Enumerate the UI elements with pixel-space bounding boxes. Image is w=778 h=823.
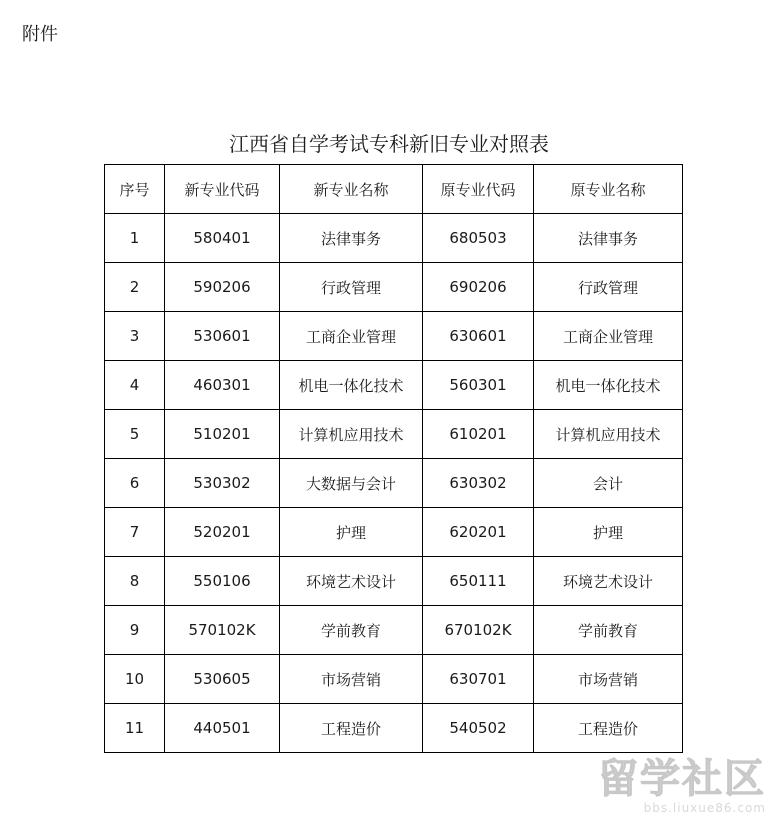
table-cell: 工程造价 <box>280 704 423 753</box>
table-cell: 570102K <box>165 606 280 655</box>
table-cell: 10 <box>105 655 165 704</box>
table-cell: 行政管理 <box>280 263 423 312</box>
table-cell: 530302 <box>165 459 280 508</box>
table-cell: 市场营销 <box>534 655 683 704</box>
table-cell: 计算机应用技术 <box>280 410 423 459</box>
column-header: 原专业名称 <box>534 165 683 214</box>
watermark-logo: 留学社区 <box>598 756 766 802</box>
table-row <box>105 263 683 312</box>
table-cell: 11 <box>105 704 165 753</box>
table-cell: 4 <box>105 361 165 410</box>
column-header: 序号 <box>105 165 165 214</box>
table-cell: 2 <box>105 263 165 312</box>
table-cell: 540502 <box>423 704 534 753</box>
table-cell: 670102K <box>423 606 534 655</box>
table-cell: 学前教育 <box>534 606 683 655</box>
table-cell: 法律事务 <box>534 214 683 263</box>
table-cell: 590206 <box>165 263 280 312</box>
table-cell: 630601 <box>423 312 534 361</box>
table-cell: 6 <box>105 459 165 508</box>
table-cell: 460301 <box>165 361 280 410</box>
table-cell: 机电一体化技术 <box>534 361 683 410</box>
major-mapping-table <box>104 164 683 753</box>
table-cell: 7 <box>105 508 165 557</box>
table-cell: 护理 <box>534 508 683 557</box>
column-header: 新专业代码 <box>165 165 280 214</box>
table-cell: 440501 <box>165 704 280 753</box>
table-cell: 620201 <box>423 508 534 557</box>
table-cell: 工程造价 <box>534 704 683 753</box>
table-cell: 3 <box>105 312 165 361</box>
table-cell: 工商企业管理 <box>534 312 683 361</box>
table-cell: 510201 <box>165 410 280 459</box>
table-cell: 护理 <box>280 508 423 557</box>
table-cell: 630701 <box>423 655 534 704</box>
watermark-url: bbs.liuxue86.com <box>643 801 766 815</box>
table-row <box>105 606 683 655</box>
table-cell: 550106 <box>165 557 280 606</box>
table-cell: 650111 <box>423 557 534 606</box>
table-cell: 580401 <box>165 214 280 263</box>
watermark <box>598 757 766 815</box>
table-cell: 8 <box>105 557 165 606</box>
table-cell: 690206 <box>423 263 534 312</box>
table-header-row <box>105 165 683 214</box>
column-header: 原专业代码 <box>423 165 534 214</box>
table-cell: 630302 <box>423 459 534 508</box>
table-cell: 行政管理 <box>534 263 683 312</box>
table-cell: 会计 <box>534 459 683 508</box>
table-cell: 530605 <box>165 655 280 704</box>
table-row <box>105 312 683 361</box>
table-cell: 9 <box>105 606 165 655</box>
table-cell: 法律事务 <box>280 214 423 263</box>
table-cell: 1 <box>105 214 165 263</box>
table-cell: 计算机应用技术 <box>534 410 683 459</box>
table-row <box>105 704 683 753</box>
table-cell: 大数据与会计 <box>280 459 423 508</box>
column-header: 新专业名称 <box>280 165 423 214</box>
table-cell: 680503 <box>423 214 534 263</box>
table-cell: 环境艺术设计 <box>280 557 423 606</box>
table-row <box>105 214 683 263</box>
table-row <box>105 459 683 508</box>
table-cell: 工商企业管理 <box>280 312 423 361</box>
table-row <box>105 410 683 459</box>
table-cell: 学前教育 <box>280 606 423 655</box>
table-cell: 560301 <box>423 361 534 410</box>
table-cell: 610201 <box>423 410 534 459</box>
table-cell: 市场营销 <box>280 655 423 704</box>
table-row <box>105 655 683 704</box>
table-cell: 530601 <box>165 312 280 361</box>
table-cell: 5 <box>105 410 165 459</box>
document-title: 江西省自学考试专科新旧专业对照表 <box>229 132 549 156</box>
table-row <box>105 557 683 606</box>
table-row <box>105 361 683 410</box>
attachment-label: 附件 <box>22 24 58 45</box>
table-cell: 环境艺术设计 <box>534 557 683 606</box>
table-cell: 机电一体化技术 <box>280 361 423 410</box>
table-row <box>105 508 683 557</box>
table-cell: 520201 <box>165 508 280 557</box>
